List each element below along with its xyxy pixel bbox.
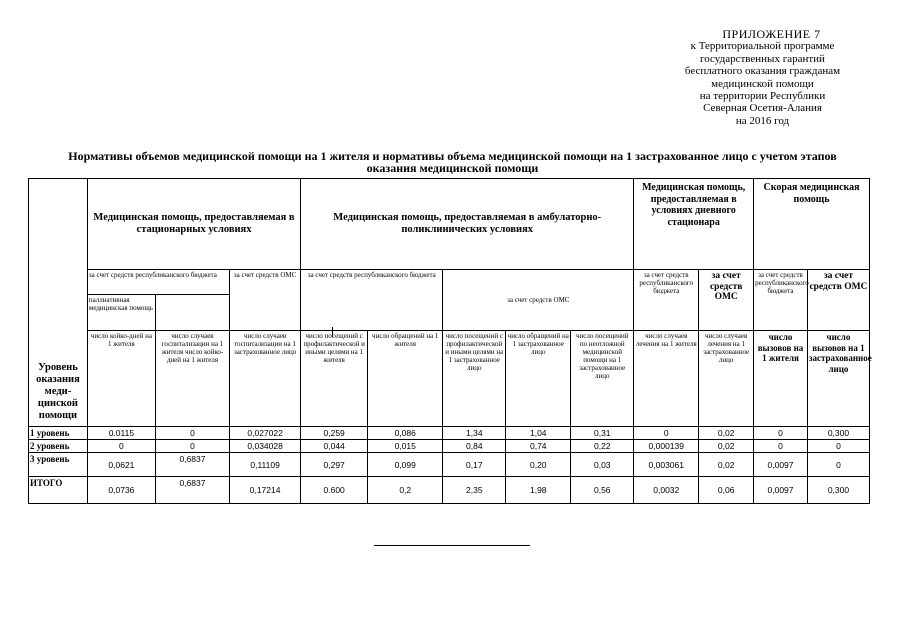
- row-label: 1 уровень: [29, 427, 88, 440]
- indicator-header: число посещений с профилактической и иными целями на 1 застрахованное лицо: [443, 331, 506, 427]
- indicator-header: число вызовов на 1 жителя: [754, 331, 808, 427]
- value-cell: 0.600: [301, 477, 368, 504]
- day-hospital-group-header: Медицинская помощь, предоставляемая в условиях дневного стационара: [634, 179, 754, 270]
- value-cell: 0,0032: [634, 477, 699, 504]
- value-cell: 0,84: [443, 440, 506, 453]
- value-cell: 1,34: [443, 427, 506, 440]
- inpatient-budget-source: за счет средств республиканского бюджета: [87, 270, 229, 295]
- footer-divider: [374, 545, 530, 546]
- appendix-line: на территории Республики: [699, 90, 826, 103]
- day-budget-source: за счет средств республиканского бюджета: [634, 270, 699, 331]
- value-cell: 0.0115: [87, 427, 155, 440]
- value-cell: 0: [807, 440, 869, 453]
- value-cell: 1,98: [506, 477, 571, 504]
- value-cell: 0,6837: [155, 453, 229, 477]
- inpatient-group-header: Медицинская помощь, предоставляемая в стационарных условиях: [87, 179, 300, 270]
- indicator-header: число случаев лечения на 1 застрахованное лицо: [699, 331, 754, 427]
- appendix-line: бесплатного оказания гражданам: [684, 65, 841, 78]
- value-cell: 0,03: [571, 453, 634, 477]
- value-cell: 0,22: [571, 440, 634, 453]
- indicator-header: число посещений по неотложной медицинской помощи на 1 застрахованное лицо: [571, 331, 634, 427]
- table-row: [29, 440, 870, 453]
- indicator-header: число посещений с профилактической и иными целями на 1 жителя: [301, 331, 368, 427]
- value-cell: 0,11109: [230, 453, 301, 477]
- value-cell: 0,02: [699, 453, 754, 477]
- appendix-line: государственных гарантий: [700, 52, 825, 65]
- value-cell: 0: [807, 453, 869, 477]
- value-cell: 0,044: [301, 440, 368, 453]
- value-cell: 0,02: [699, 427, 754, 440]
- indicator-header: число случаев госпитализации на 1 жителя число койко-дней на 1 жителя: [155, 331, 229, 427]
- value-cell: 0,6837: [155, 477, 229, 504]
- value-cell: 0: [754, 427, 808, 440]
- value-cell: 0,0097: [754, 453, 808, 477]
- value-cell: 0: [155, 427, 229, 440]
- indicator-header: число случаев лечения на 1 жителя: [634, 331, 699, 427]
- emergency-group-header: Скорая медицинская помощь: [754, 179, 870, 270]
- value-cell: 0,300: [807, 477, 869, 504]
- indicator-header: число обращений на 1 жителя: [368, 331, 443, 427]
- document-title-line: Нормативы объемов медицинской помощи на 1 жителя и нормативы объема медицинской помощи на 1 застрахованное лицо с учетом этапов: [68, 149, 837, 163]
- value-cell: 0,259: [301, 427, 368, 440]
- level-header: Уровень оказания меди-цинской помощи: [29, 179, 88, 427]
- document-title-line: оказания медицинской помощи: [366, 161, 539, 175]
- table-row: [29, 427, 870, 440]
- indicator-header: число койко-дней на 1 жителя: [87, 331, 155, 427]
- day-oms-source: за счет средств ОМС: [699, 270, 754, 331]
- appendix-line: медицинской помощи: [711, 77, 814, 90]
- appendix-title: ПРИЛОЖЕНИЕ 7: [722, 27, 821, 41]
- value-cell: 0,31: [571, 427, 634, 440]
- value-cell: 0: [754, 440, 808, 453]
- document-title: [20, 150, 885, 174]
- table-row: [29, 477, 870, 504]
- value-cell: 0,099: [368, 453, 443, 477]
- value-cell: 0,2: [368, 477, 443, 504]
- indicator-header: число обращений на 1 застрахованное лицо: [506, 331, 571, 427]
- table-row: [29, 453, 870, 477]
- emerg-budget-source: за счет средств республиканского бюджета: [754, 270, 808, 331]
- value-cell: 0,0736: [87, 477, 155, 504]
- value-cell: 0,02: [699, 440, 754, 453]
- row-label: ИТОГО: [29, 477, 88, 504]
- value-cell: 2,35: [443, 477, 506, 504]
- value-cell: 0,015: [368, 440, 443, 453]
- value-cell: 0,034028: [230, 440, 301, 453]
- appendix-line: на 2016 год: [735, 114, 790, 127]
- value-cell: 0,17: [443, 453, 506, 477]
- value-cell: 0,0097: [754, 477, 808, 504]
- outpatient-group-header: Медицинская помощь, предоставляемая в амбулаторно-поликлинических условиях: [301, 179, 634, 270]
- value-cell: 0: [155, 440, 229, 453]
- appendix-line: к Территориальной программе: [690, 40, 835, 53]
- indicator-header: число вызовов на 1 застрахованное лицо: [807, 331, 869, 427]
- value-cell: 0,56: [571, 477, 634, 504]
- appendix-header: [630, 28, 895, 127]
- text-cursor-mark: [332, 327, 333, 337]
- value-cell: 0,297: [301, 453, 368, 477]
- value-cell: 0,74: [506, 440, 571, 453]
- value-cell: 0: [87, 440, 155, 453]
- indicator-header: число случаев госпитализации на 1 застрахованное лицо: [230, 331, 301, 427]
- value-cell: 0: [634, 427, 699, 440]
- norms-table: [28, 178, 870, 504]
- value-cell: 0,000139: [634, 440, 699, 453]
- empty-cell: [155, 295, 229, 331]
- value-cell: 0,086: [368, 427, 443, 440]
- emerg-oms-source: за счет средств ОМС: [807, 270, 869, 331]
- outpatient-oms-source: за счет средств ОМС: [443, 270, 634, 331]
- appendix-line: Северная Осетия-Алания: [703, 102, 822, 115]
- value-cell: 0,027022: [230, 427, 301, 440]
- value-cell: 1,04: [506, 427, 571, 440]
- value-cell: 0,300: [807, 427, 869, 440]
- value-cell: 0,003061: [634, 453, 699, 477]
- row-label: 3 уровень: [29, 453, 88, 477]
- value-cell: 0,20: [506, 453, 571, 477]
- inpatient-oms-source: за счет средств ОМС: [230, 270, 301, 331]
- value-cell: 0,0621: [87, 453, 155, 477]
- palliative-care-label: паллиативная медицинская помощь: [87, 295, 155, 331]
- row-label: 2 уровень: [29, 440, 88, 453]
- outpatient-budget-source: за счет средств республиканского бюджета: [301, 270, 443, 331]
- value-cell: 0,17214: [230, 477, 301, 504]
- value-cell: 0,06: [699, 477, 754, 504]
